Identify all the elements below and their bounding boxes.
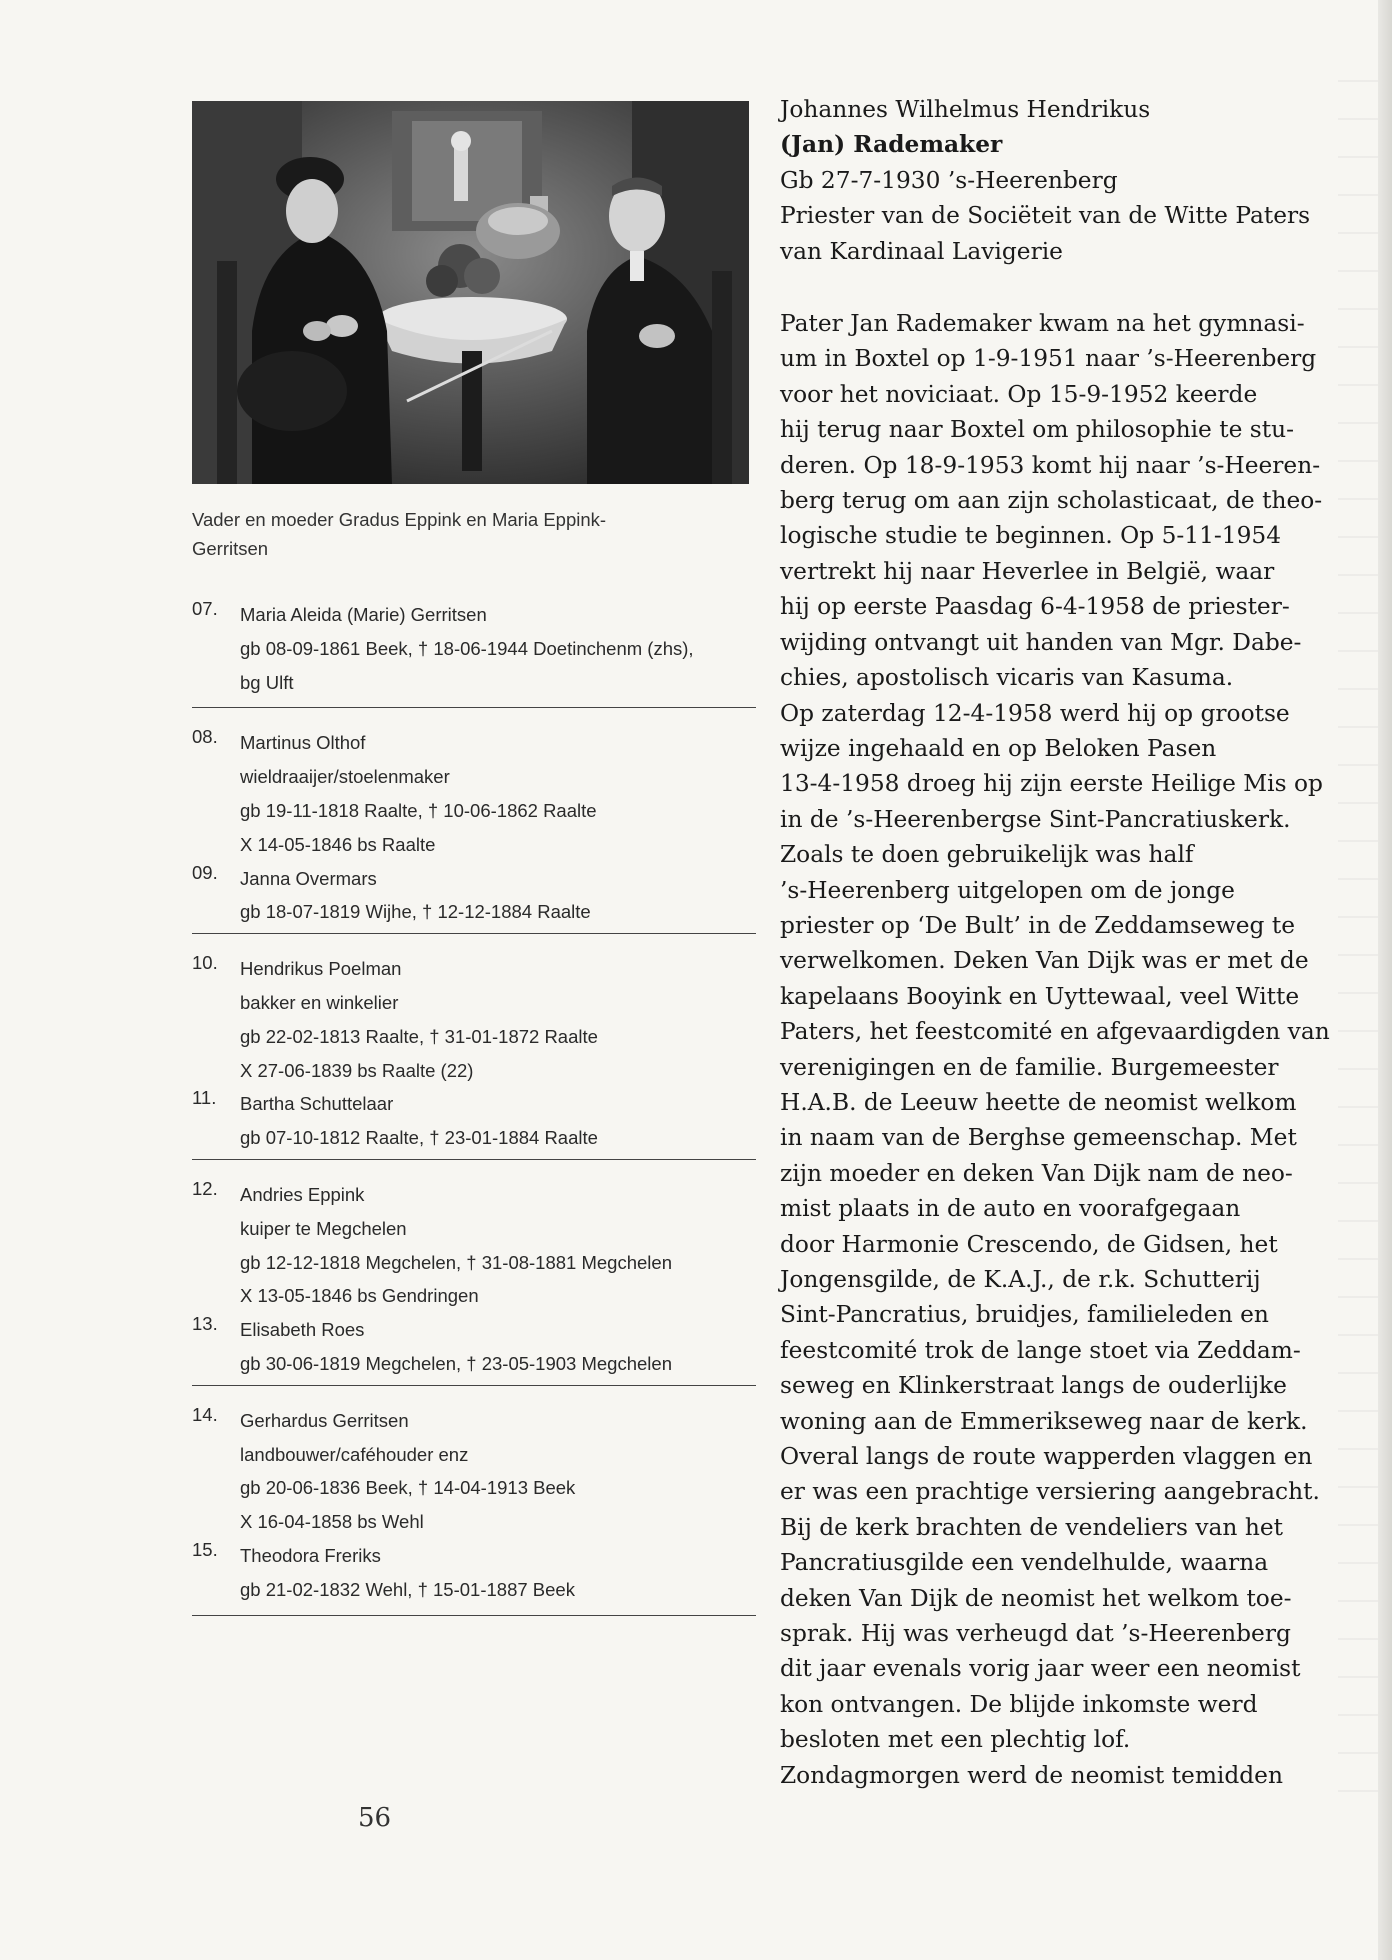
body-line: wijding ontvangt uit handen van Mgr. Dabe- — [780, 628, 1302, 656]
body-line: hij terug naar Boxtel om philosophie te stu- — [780, 416, 1294, 444]
genealogy-entry — [192, 1087, 756, 1155]
genealogy-entry — [192, 1539, 756, 1607]
entry-line: Hendrikus Poelman — [240, 958, 402, 980]
body-line: besloten met een plechtig lof. — [780, 1726, 1131, 1754]
entry-line: Janna Overmars — [240, 867, 377, 889]
entry-line: gb 12-12-1818 Megchelen, † 31-08-1881 Megchelen — [240, 1251, 672, 1273]
genealogy-entry — [192, 726, 756, 861]
body-line: Pater Jan Rademaker kwam na het gymnasi- — [780, 310, 1305, 338]
genealogy-entry — [192, 862, 756, 930]
entry-number: 15. — [192, 1538, 218, 1560]
entry-line: bg Ulft — [240, 671, 294, 693]
body-line: sprak. Hij was verheugd dat ’s-Heerenberg — [780, 1620, 1291, 1648]
body-line: verenigingen en de familie. Burgemeester — [780, 1053, 1279, 1081]
body-line: er was een prachtige versiering aangebracht. — [780, 1478, 1320, 1506]
photo-caption — [192, 505, 752, 563]
entry-line: landbouwer/caféhouder enz — [240, 1443, 469, 1465]
body-line: Pancratiusgilde een vendelhulde, waarna — [780, 1549, 1269, 1577]
body-line: seweg en Klinkerstraat langs de ouderlijke — [780, 1372, 1287, 1400]
entry-line: gb 20-06-1836 Beek, † 14-04-1913 Beek — [240, 1477, 576, 1499]
entry-number: 13. — [192, 1313, 218, 1335]
entry-line: gb 30-06-1819 Megchelen, † 23-05-1903 Megchelen — [240, 1352, 672, 1374]
genealogy-entry — [192, 952, 756, 1087]
body-line: ’s-Heerenberg uitgelopen om de jonge — [780, 876, 1235, 904]
body-line: zijn moeder en deken Van Dijk nam de neo- — [780, 1159, 1293, 1187]
entry-number: 11. — [192, 1087, 217, 1109]
entry-line: X 13-05-1846 bs Gendringen — [240, 1285, 479, 1307]
genealogy-entry — [192, 1178, 756, 1313]
body-line: Paters, het feestcomité en afgevaardigden van — [780, 1018, 1330, 1046]
body-line: vertrekt hij naar Heverlee in België, waar — [780, 557, 1275, 585]
article-intro: van Kardinaal Lavigerie — [780, 237, 1063, 265]
entry-line: Maria Aleida (Marie) Gerritsen — [240, 604, 487, 625]
body-line: berg terug om aan zijn scholasticaat, de theo- — [780, 487, 1323, 515]
entry-line: Bartha Schuttelaar — [240, 1093, 394, 1115]
entry-line: Martinus Olthof — [240, 732, 366, 754]
portrait-photo — [192, 101, 749, 484]
entry-line: Gerhardus Gerritsen — [240, 1409, 409, 1431]
entry-line: Theodora Freriks — [240, 1544, 381, 1566]
entry-number: 12. — [192, 1177, 218, 1199]
divider — [192, 1615, 756, 1616]
entry-number: 07. — [192, 598, 218, 619]
body-line: feestcomité trok de lange stoet via Zeddam- — [780, 1336, 1301, 1364]
entry-number: 14. — [192, 1403, 218, 1425]
caption-line: Gerritsen — [192, 538, 269, 559]
entry-line: Elisabeth Roes — [240, 1319, 365, 1341]
article — [780, 92, 1345, 1793]
article-heading: Johannes Wilhelmus Hendrikus — [780, 96, 1151, 123]
entry-line: gb 21-02-1832 Wehl, † 15-01-1887 Beek — [240, 1578, 575, 1600]
body-line: in de ’s-Heerenbergse Sint-Pancratiuskerk. — [780, 805, 1291, 833]
body-line: um in Boxtel op 1-9-1951 naar ’s-Heerenberg — [780, 345, 1317, 373]
entry-number: 08. — [192, 726, 218, 748]
article-intro: Gb 27-7-1930 ’s-Heerenberg — [780, 166, 1118, 194]
body-line: 13-4-1958 droeg hij zijn eerste Heilige Mis op — [780, 770, 1323, 798]
body-line: Sint-Pancratius, bruidjes, familieleden en — [780, 1301, 1269, 1329]
body-line: woning aan de Emmerikseweg naar de kerk. — [780, 1407, 1308, 1435]
body-line: logische studie te beginnen. Op 5-11-1954 — [780, 522, 1282, 550]
body-line: hij op eerste Paasdag 6-4-1958 de priester- — [780, 593, 1290, 621]
body-line: priester op ‘De Bult’ in de Zeddamseweg te — [780, 911, 1295, 939]
genealogy-list — [192, 598, 756, 1616]
page-number: 56 — [358, 1803, 392, 1833]
entry-line: gb 22-02-1813 Raalte, † 31-01-1872 Raalte — [240, 1025, 598, 1047]
body-line: Bij de kerk brachten de vendeliers van het — [780, 1513, 1283, 1541]
entry-line: gb 19-11-1818 Raalte, † 10-06-1862 Raalte — [240, 799, 597, 821]
entry-line: bakker en winkelier — [240, 991, 399, 1013]
body-line: in naam van de Berghse gemeenschap. Met — [780, 1124, 1297, 1152]
genealogy-entry — [192, 1404, 756, 1539]
caption-line: Vader en moeder Gradus Eppink en Maria Eppink- — [192, 509, 607, 530]
entry-line: gb 07-10-1812 Raalte, † 23-01-1884 Raalte — [240, 1127, 598, 1149]
entry-line: X 27-06-1839 bs Raalte (22) — [240, 1059, 474, 1081]
body-line: Op zaterdag 12-4-1958 werd hij op grootse — [780, 699, 1290, 727]
entry-line: gb 08-09-1861 Beek, † 18-06-1944 Doetinchenm (zhs), — [240, 637, 694, 659]
body-line: mist plaats in de auto en voorafgegaan — [780, 1195, 1241, 1223]
body-line: deken Van Dijk de neomist het welkom toe- — [780, 1584, 1292, 1612]
entry-line: X 14-05-1846 bs Raalte — [240, 833, 436, 855]
body-line: kapelaans Booyink en Uyttewaal, veel Witte — [780, 982, 1300, 1010]
entry-line: kuiper te Megchelen — [240, 1217, 407, 1239]
article-body — [780, 306, 1345, 1793]
body-line: Overal langs de route wapperden vlaggen en — [780, 1443, 1313, 1471]
body-line: door Harmonie Crescendo, de Gidsen, het — [780, 1230, 1278, 1258]
genealogy-entry — [192, 1313, 756, 1381]
body-line: Jongensgilde, de K.A.J., de r.k. Schutterij — [780, 1266, 1261, 1293]
body-line: kon ontvangen. De blijde inkomste werd — [780, 1690, 1258, 1718]
entry-line: wieldraaijer/stoelenmaker — [240, 766, 450, 788]
body-line: deren. Op 18-9-1953 komt hij naar ’s-Heeren- — [780, 451, 1321, 479]
body-line: chies, apostolisch vicaris van Kasuma. — [780, 664, 1234, 692]
body-line: Zondagmorgen werd de neomist temidden — [780, 1761, 1283, 1789]
body-line: Zoals te doen gebruikelijk was half — [780, 841, 1194, 869]
entry-line: gb 18-07-1819 Wijhe, † 12-12-1884 Raalte — [240, 901, 591, 923]
body-line: H.A.B. de Leeuw heette de neomist welkom — [780, 1088, 1297, 1116]
body-line: voor het noviciaat. Op 15-9-1952 keerde — [780, 380, 1258, 408]
entry-number: 09. — [192, 861, 218, 883]
genealogy-entry — [192, 598, 756, 699]
entry-line: X 16-04-1858 bs Wehl — [240, 1511, 424, 1533]
article-intro: Priester van de Sociëteit van de Witte Paters — [780, 202, 1311, 230]
entry-line: Andries Eppink — [240, 1183, 365, 1205]
entry-number: 10. — [192, 952, 218, 974]
body-line: dit jaar evenals vorig jaar weer een neomist — [780, 1655, 1301, 1683]
body-line: wijze ingehaald en op Beloken Pasen — [780, 734, 1217, 762]
article-heading: (Jan) Rademaker — [780, 131, 1003, 159]
page-edge — [1378, 0, 1392, 1960]
body-line: verwelkomen. Deken Van Dijk was er met de — [780, 947, 1309, 975]
